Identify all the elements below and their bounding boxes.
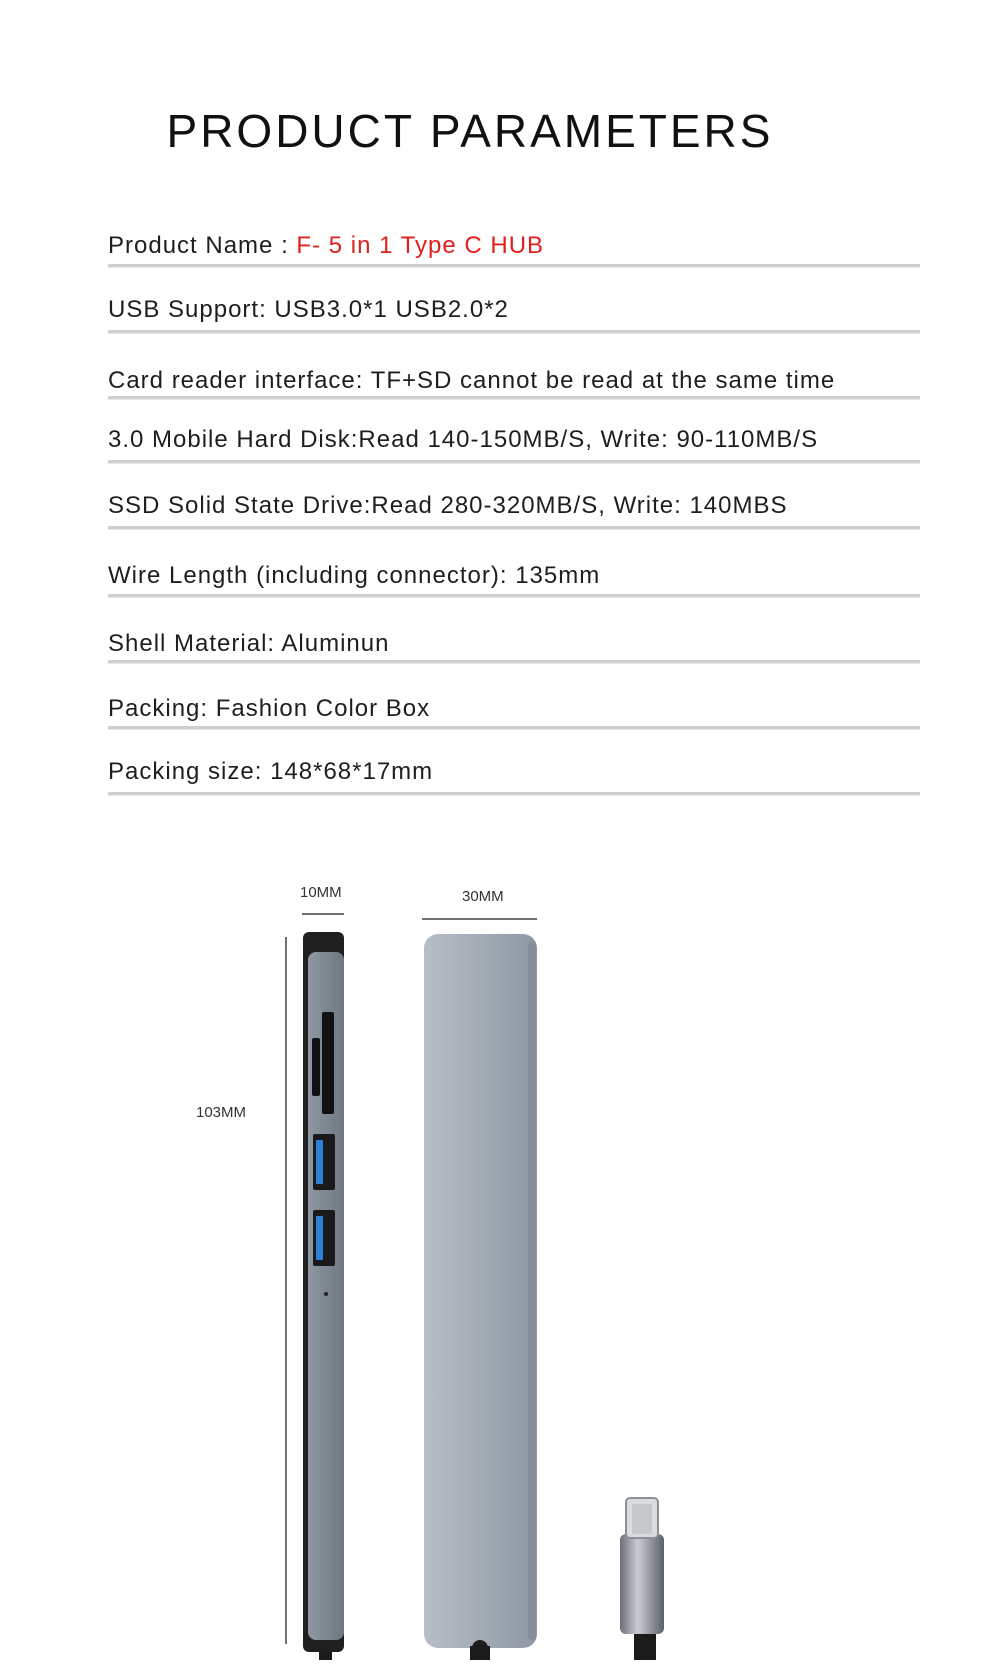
- param-packing: Packing: Fashion Color Box: [108, 695, 431, 722]
- hub-side-view: [303, 932, 344, 1660]
- hub-illustration: [0, 880, 1000, 1660]
- divider: [108, 264, 920, 267]
- param-shell-material: Shell Material: Aluminun: [108, 630, 390, 657]
- param-usb-support: USB Support: USB3.0*1 USB2.0*2: [108, 296, 509, 323]
- dimension-thickness: 10MM: [300, 884, 342, 901]
- divider: [108, 460, 920, 463]
- divider: [108, 594, 920, 597]
- page-title: PRODUCT PARAMETERS: [166, 105, 774, 157]
- divider: [108, 660, 920, 663]
- param-ssd: SSD Solid State Drive:Read 280-320MB/S, Write: 140MBS: [108, 492, 788, 519]
- dimension-width: 30MM: [462, 888, 504, 905]
- param-card-reader: Card reader interface: TF+SD cannot be read at the same time: [108, 367, 836, 394]
- param-hard-disk: 3.0 Mobile Hard Disk:Read 140-150MB/S, Write: 90-110MB/S: [108, 426, 819, 453]
- product-name-value: F- 5 in 1 Type C HUB: [296, 232, 545, 259]
- divider: [108, 526, 920, 529]
- divider: [108, 330, 920, 333]
- param-packing-size: Packing size: 148*68*17mm: [108, 758, 434, 785]
- divider: [108, 792, 920, 795]
- tf-card-slot: [312, 1038, 320, 1096]
- usb-c-plug: [620, 1498, 664, 1634]
- dimension-length: 103MM: [196, 1104, 247, 1121]
- param-product-name: [108, 232, 920, 260]
- product-name-label: Product Name :: [108, 232, 297, 259]
- divider: [108, 726, 920, 729]
- param-wire-length: Wire Length (including connector): 135mm: [108, 562, 601, 589]
- sd-card-slot: [322, 1012, 334, 1114]
- led-indicator: [324, 1292, 328, 1296]
- hub-front-view: [424, 934, 537, 1648]
- divider: [108, 396, 920, 399]
- usb-c-cable: [480, 1648, 645, 1660]
